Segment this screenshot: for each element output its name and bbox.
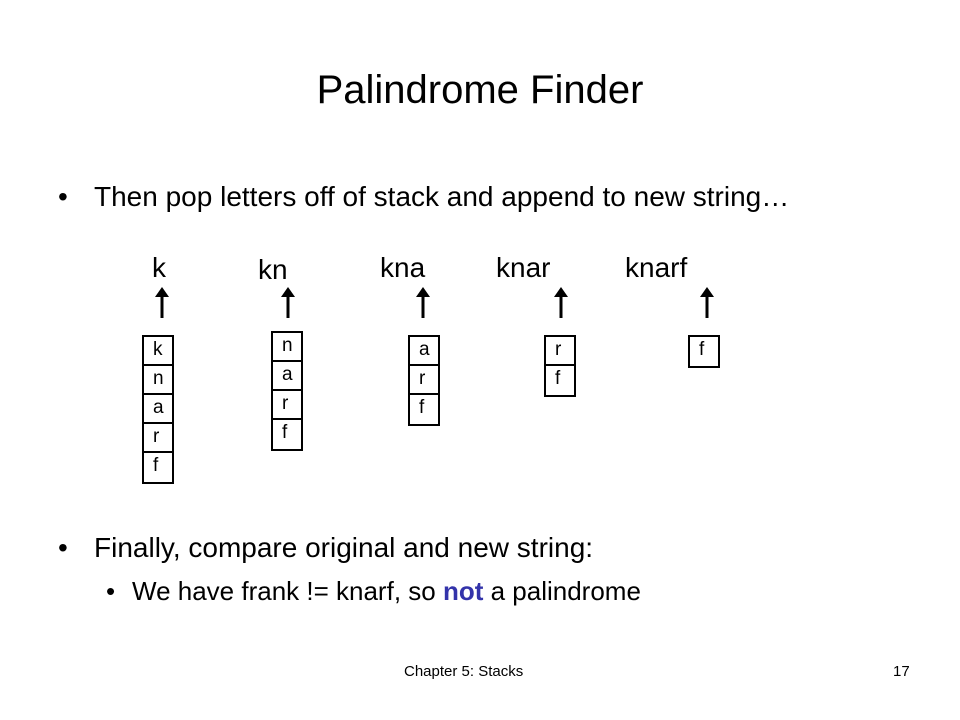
stack-cell: f bbox=[282, 422, 288, 443]
stack bbox=[408, 335, 440, 426]
output-string: knar bbox=[496, 252, 551, 283]
bullet-text: Then pop letters off of stack and append to new string… bbox=[94, 181, 790, 212]
up-arrow-icon bbox=[152, 286, 172, 318]
stack-cell: f bbox=[555, 368, 561, 389]
sub-bullet-result bbox=[106, 574, 641, 608]
stack-cell: a bbox=[410, 337, 438, 366]
stack-cell: n bbox=[273, 333, 301, 362]
output-string: kn bbox=[258, 254, 288, 285]
stack-cell: n bbox=[144, 366, 172, 395]
stack-cell: f bbox=[419, 397, 425, 418]
stack-cell: a bbox=[273, 362, 301, 391]
footer-chapter: Chapter 5: Stacks bbox=[404, 663, 524, 680]
stack-cell: r bbox=[273, 391, 301, 420]
up-arrow-icon bbox=[551, 286, 571, 318]
up-arrow-icon bbox=[413, 286, 433, 318]
bullet-marker: • bbox=[58, 181, 68, 212]
output-string: k bbox=[152, 252, 166, 283]
stack bbox=[271, 331, 303, 451]
bullet-pop-letters bbox=[58, 180, 789, 214]
output-string: kna bbox=[380, 252, 426, 283]
stack-cell: f bbox=[699, 339, 705, 360]
slide-title: Palindrome Finder bbox=[316, 68, 644, 112]
stack-cell: k bbox=[144, 337, 172, 366]
bullet-text: Finally, compare original and new string: bbox=[94, 532, 594, 563]
result-emphasis: not bbox=[442, 576, 484, 606]
stack bbox=[544, 335, 576, 397]
stack bbox=[688, 335, 720, 368]
stack bbox=[142, 335, 174, 484]
stack-cell: r bbox=[144, 424, 172, 453]
output-string: knarf bbox=[625, 252, 688, 283]
bullet-compare bbox=[58, 531, 593, 565]
stack-cell: r bbox=[546, 337, 574, 366]
up-arrow-icon bbox=[697, 286, 717, 318]
result-text-after: a palindrome bbox=[483, 576, 641, 606]
bullet-marker: • bbox=[106, 576, 116, 606]
result-text-before: We have frank != knarf, so bbox=[132, 576, 443, 606]
stack-cell: f bbox=[153, 455, 159, 476]
up-arrow-icon bbox=[278, 286, 298, 318]
stack-cell: r bbox=[410, 366, 438, 395]
footer-page-number: 17 bbox=[893, 663, 910, 680]
stack-cell: a bbox=[144, 395, 172, 424]
bullet-marker: • bbox=[58, 532, 68, 563]
